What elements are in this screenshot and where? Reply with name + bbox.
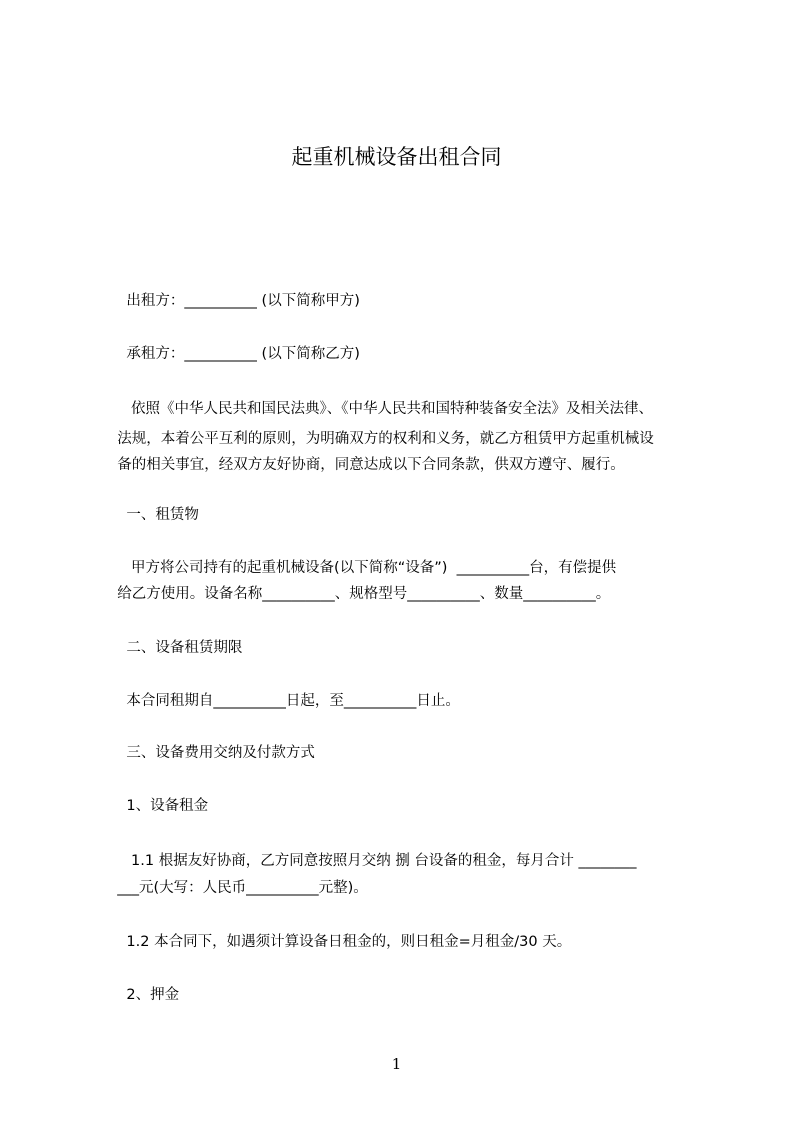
lease-term-line: 本合同租期自__________日起，至__________日止。 — [108, 693, 460, 709]
lessee-line: 承租方：__________ (以下简称乙方) — [108, 346, 360, 362]
leased-item-line-1: 甲方将公司持有的起重机械设备(以下简称“设备”) __________台，有偿提供 — [108, 560, 617, 576]
section-heading-lease-term: 二、设备租赁期限 — [108, 640, 243, 656]
preamble-line-1: 依照《中华人民共和国民法典》、《中华人民共和国特种装备安全法》及相关法律、 — [108, 401, 654, 417]
subsection-heading-rent: 1、设备租金 — [108, 798, 209, 814]
section-heading-leased-item: 一、租赁物 — [108, 507, 199, 523]
section-heading-payment: 三、设备费用交纳及付款方式 — [108, 745, 315, 761]
leased-item-line-2: 给乙方使用。设备名称__________、规格型号__________、数量__________。 — [108, 586, 611, 602]
page-number: 1 — [391, 1055, 402, 1073]
preamble-line-3: 备的相关事宜，经双方友好协商，同意达成以下合同条款，供双方遵守、履行。 — [108, 457, 625, 473]
lessor-line: 出租方：__________ (以下简称甲方) — [108, 293, 360, 309]
subsection-heading-deposit: 2、押金 — [108, 987, 180, 1003]
rent-clause-1-2: 1.2 本合同下，如遇须计算设备日租金的，则日租金=月租金/30 天。 — [108, 934, 572, 950]
preamble-line-2: 法规，本着公平互利的原则，为明确双方的权利和义务，就乙方租赁甲方起重机械设 — [108, 431, 654, 447]
page-title: 起重机械设备出租合同 — [291, 145, 502, 169]
rent-clause-1-1-line-2: ___元(大写：人民币__________元整)。 — [108, 880, 368, 896]
rent-clause-1-1-line-1: 1.1 根据友好协商，乙方同意按照月交纳 捌 台设备的租金，每月合计 ________ — [108, 853, 637, 869]
